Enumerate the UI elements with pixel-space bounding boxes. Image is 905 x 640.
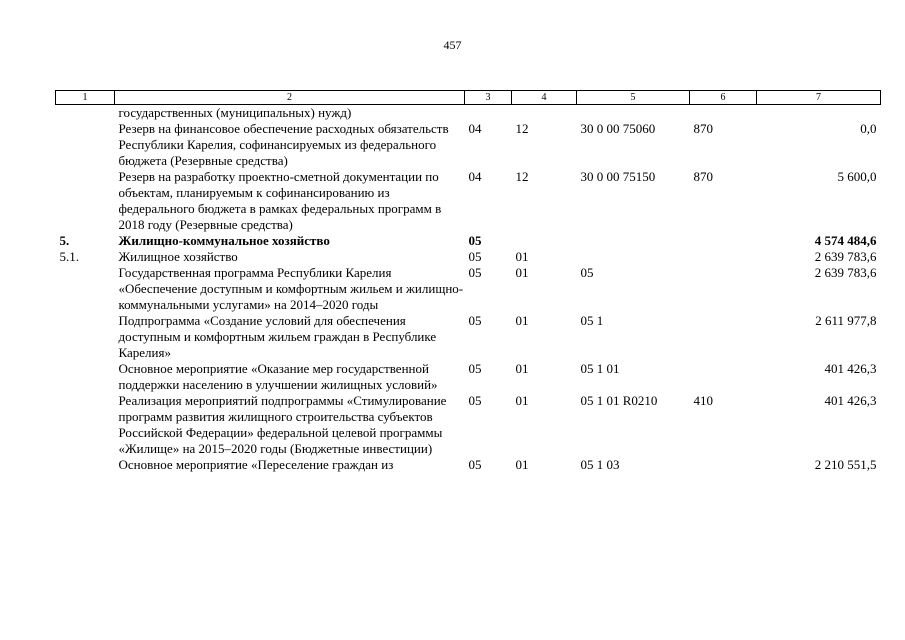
row-expense-type <box>690 457 757 473</box>
row-number <box>56 169 115 233</box>
row-number <box>56 121 115 169</box>
row-section: 05 <box>468 249 482 264</box>
row-expense-type <box>690 233 757 249</box>
row-name: Резерв на разработку проектно-сметной документации по объектам, планируемым к софинансированию из федерального бюджета в рамках федеральных программ в 2018 году (Резервные средства) <box>118 169 442 232</box>
row-section: 05 <box>468 393 482 408</box>
row-subsection <box>512 105 577 122</box>
table-row <box>56 313 881 361</box>
row-amount: 0,0 <box>860 121 877 136</box>
header-col-2: 2 <box>115 91 465 105</box>
row-section: 05 <box>468 457 482 472</box>
row-subsection: 01 <box>515 457 529 472</box>
table-row <box>56 249 881 265</box>
table-row <box>56 265 881 313</box>
header-col-5: 5 <box>577 91 690 105</box>
row-section: 05 <box>468 233 482 248</box>
table-row <box>56 121 881 169</box>
row-section: 05 <box>468 313 482 328</box>
row-amount: 401 426,3 <box>824 393 877 408</box>
row-expense-type <box>690 249 757 265</box>
header-col-6: 6 <box>690 91 757 105</box>
header-col-3: 3 <box>465 91 512 105</box>
row-subsection: 12 <box>515 169 529 184</box>
table-row <box>56 233 881 249</box>
row-name: Жилищное хозяйство <box>118 249 238 264</box>
row-amount: 2 639 783,6 <box>814 265 877 280</box>
header-col-1: 1 <box>56 91 115 105</box>
row-target-article <box>577 233 690 249</box>
row-amount: 5 600,0 <box>837 169 877 184</box>
row-section: 05 <box>468 361 482 376</box>
row-target-article: 05 1 01 <box>580 361 620 376</box>
row-target-article: 05 <box>580 265 594 280</box>
row-amount: 2 611 977,8 <box>815 313 877 328</box>
row-number <box>56 265 115 313</box>
row-name: Резерв на финансовое обеспечение расходных обязательств Республики Карелия, софинансируемых из федерального бюджета (Резервные средства) <box>118 121 449 168</box>
row-name: Подпрограмма «Создание условий для обеспечения доступным и комфортным жильем граждан в Республике Карелия» <box>118 313 437 360</box>
row-target-article <box>577 105 690 122</box>
row-amount <box>757 105 881 122</box>
row-number <box>56 105 115 122</box>
row-name: Реализация мероприятий подпрограммы «Стимулирование программ развития жилищного строительства субъектов Российской Федерации» федеральной целевой программы «Жилище» на 2015–2020 годы (Бюджетные инвестиции) <box>118 393 447 456</box>
row-subsection: 12 <box>515 121 529 136</box>
row-section: 04 <box>468 169 482 184</box>
row-target-article: 30 0 00 75150 <box>580 169 656 184</box>
row-subsection: 01 <box>515 361 529 376</box>
row-target-article: 05 1 01 R0210 <box>580 393 658 408</box>
row-amount: 401 426,3 <box>824 361 877 376</box>
row-section: 05 <box>468 265 482 280</box>
row-subsection: 01 <box>515 249 529 264</box>
row-number: 5. <box>59 233 70 248</box>
table-row <box>56 457 881 473</box>
row-target-article: 05 1 03 <box>580 457 620 472</box>
row-target-article: 30 0 00 75060 <box>580 121 656 136</box>
row-amount: 2 210 551,5 <box>814 457 877 472</box>
row-name: Основное мероприятие «Оказание мер государственной поддержки населению в улучшении жилищных условий» <box>118 361 438 392</box>
row-expense-type: 410 <box>693 393 713 408</box>
row-target-article <box>577 249 690 265</box>
table-row <box>56 169 881 233</box>
row-expense-type <box>690 265 757 313</box>
header-col-7: 7 <box>757 91 881 105</box>
row-name: государственных (муниципальных) нужд) <box>118 105 352 120</box>
row-amount: 2 639 783,6 <box>814 249 877 264</box>
row-subsection <box>512 233 577 249</box>
row-number <box>56 361 115 393</box>
page-number: 457 <box>443 38 462 52</box>
row-number <box>56 457 115 473</box>
table-row <box>56 105 881 122</box>
row-expense-type: 870 <box>693 121 713 136</box>
table-row <box>56 361 881 393</box>
row-expense-type <box>690 313 757 361</box>
header-col-4: 4 <box>512 91 577 105</box>
table-row <box>56 393 881 457</box>
row-number <box>56 393 115 457</box>
row-subsection: 01 <box>515 265 529 280</box>
budget-table <box>55 90 881 473</box>
row-subsection: 01 <box>515 393 529 408</box>
row-number <box>56 313 115 361</box>
row-subsection: 01 <box>515 313 529 328</box>
header-row <box>56 91 881 105</box>
row-expense-type <box>690 105 757 122</box>
row-section: 04 <box>468 121 482 136</box>
row-section <box>465 105 512 122</box>
row-name: Основное мероприятие «Переселение граждан из <box>118 457 394 472</box>
row-expense-type <box>690 361 757 393</box>
row-name: Государственная программа Республики Карелия «Обеспечение доступным и комфортным жильем и жилищно-коммунальными услугами» на 2014–2020 годы <box>118 265 464 312</box>
row-amount: 4 574 484,6 <box>814 233 877 248</box>
table-body <box>56 105 881 474</box>
row-expense-type: 870 <box>693 169 713 184</box>
row-number: 5.1. <box>59 249 79 264</box>
row-target-article: 05 1 <box>580 313 604 328</box>
row-name: Жилищно-коммунальное хозяйство <box>118 233 330 248</box>
